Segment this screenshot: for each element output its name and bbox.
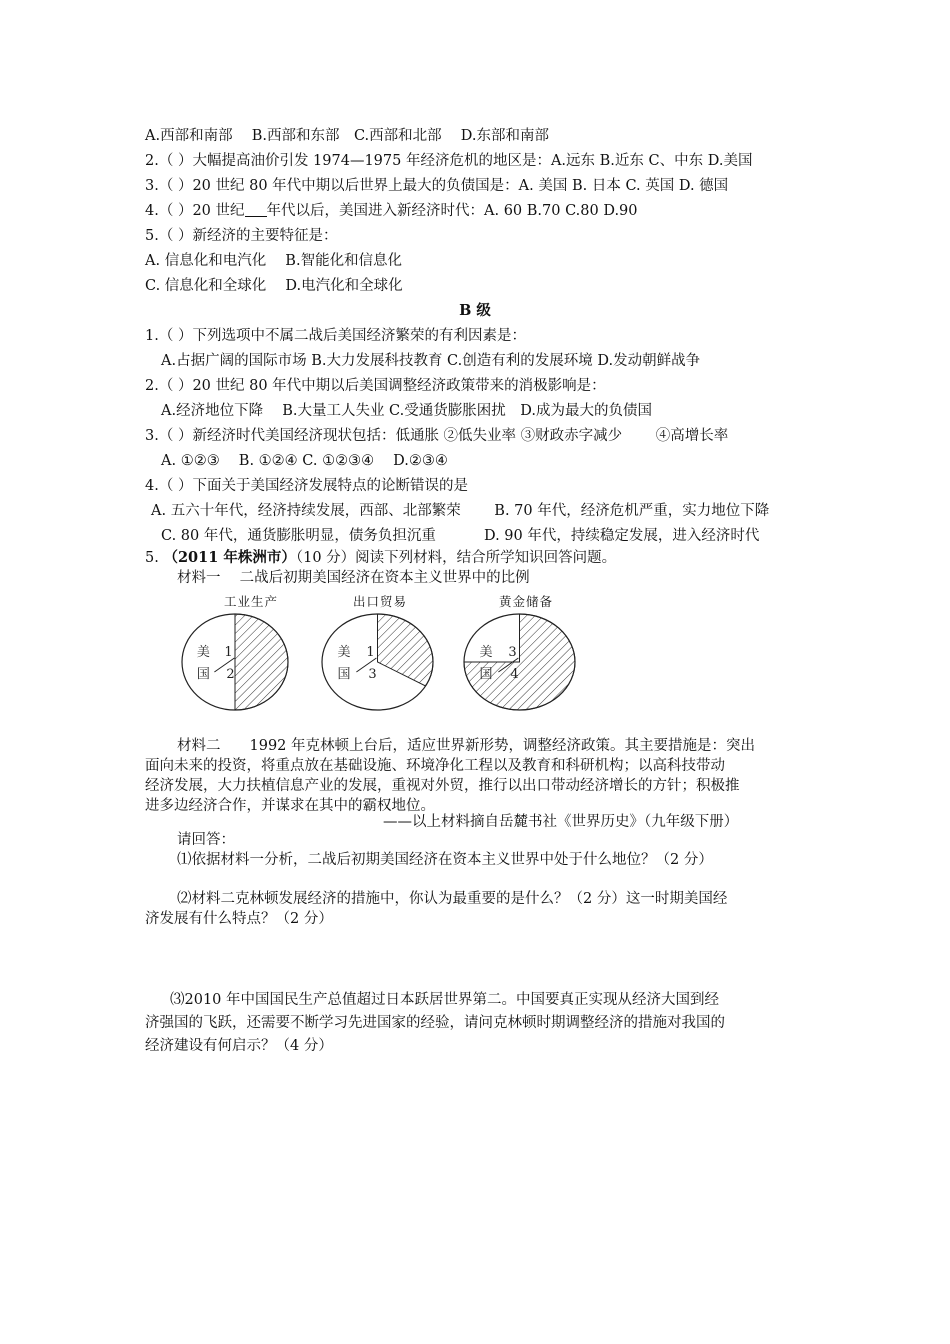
q-b-5 [145,548,616,568]
fill-blank [245,202,267,217]
q-a-5: 5.（ ）新经济的主要特征是： [145,228,338,244]
sub-question-3-line-3: 经济建设有何启示？（4 分） [145,1038,333,1054]
pie-fraction-numerator: 1 [224,645,233,660]
q-b-2-options: A.经济地位下降 B.大量工人失业 C.受通货膨胀困扰 D.成为最大的负债国 [161,403,652,419]
pie-label-country-2: 国 [196,667,210,682]
pie-title-export: 出口贸易 [353,594,408,609]
material-two-line-2: 面向未来的投资，将重点放在基础设施、环境净化工程以及教育和科研机构；以高科技带动 [145,758,725,774]
pie-label-country-2: 国 [479,667,493,682]
q-b-3-options: A. ①②③ B. ①②④ C. ①②③④ D.②③④ [161,453,448,469]
q-a-4-stem: 4.（ ）20 世纪 [145,203,245,219]
sub-question-1: ⑴依据材料一分析，二战后初期美国经济在资本主义世界中处于什么地位？（2 分） [177,852,713,868]
material-source: ——以上材料摘自岳麓书社《世界历史》（九年级下册） [383,814,739,830]
q-b-5-source: （2011 年株洲市） [163,549,296,566]
sub-question-3-line-2: 济强国的飞跃，还需要不断学习先进国家的经验，请问克林顿时期调整经济的措施对我国的 [145,1015,725,1031]
q-a-4-options: 年代以后，美国进入新经济时代：A. 60 B.70 C.80 D.90 [266,203,638,219]
material-two-line-1: 材料二 1992 年克林顿上台后，适应世界新形势，调整经济政策。其主要措施是：突出 [177,738,756,754]
q-b-3: 3.（ ）新经济时代美国经济现状包括：低通胀 ②低失业率 ③财政赤字减少 ④高增长率 [145,428,729,444]
pie-chart-gold [462,612,577,712]
q-a-5-options-1: A. 信息化和电汽化 B.智能化和信息化 [145,253,403,269]
pie-label-country-1: 美 [337,645,351,660]
q-a-3: 3.（ ）20 世纪 80 年代中期以后世界上最大的负债国是：A. 美国 B. 日本 C. 英国 D. 德国 [145,178,729,194]
pie-title-gold: 黄金储备 [499,594,554,609]
q-a5-options: A.西部和南部 B.西部和东部 C.西部和北部 D.东部和南部 [145,128,549,144]
pie-label-country-1: 美 [479,645,493,660]
answer-prompt: 请回答： [177,832,235,848]
pie-label-country-2: 国 [337,667,351,682]
sub-question-2-line-1: ⑵材料二克林顿发展经济的措施中，你认为最重要的是什么？（2 分）这一时期美国经 [177,891,728,907]
material-two-line-3: 经济发展，大力扶植信息产业的发展，重视对外贸，推行以出口带动经济增长的方针；积极推 [145,778,740,794]
q-b-4: 4.（ ）下面关于美国经济发展特点的论断错误的是 [145,478,468,494]
q-b-5-stem: （10 分）阅读下列材料，结合所学知识回答问题。 [295,550,617,566]
material-two-line-4: 进多边经济合作，并谋求在其中的霸权地位。 [145,798,435,814]
q-a-2: 2.（ ）大幅提高油价引发 1974—1975 年经济危机的地区是：A.远东 B.近东 C、中东 D.美国 [145,153,753,169]
sub-question-2-line-2: 济发展有什么特点？（2 分） [145,911,333,927]
pie-slice-us-share [235,614,288,710]
q-b-4-options-1: A. 五六十年代，经济持续发展，西部、北部繁荣 B. 70 年代，经济危机严重，实力地位下降 [151,503,770,519]
material-one-caption: 材料一 二战后初期美国经济在资本主义世界中的比例 [177,570,530,586]
q-b-5-number: 5. [145,550,164,566]
pie-fraction-denominator: 2 [226,667,235,682]
pie-chart-industry [180,612,290,712]
q-b-1: 1.（ ）下列选项中不属二战后美国经济繁荣的有利因素是： [145,328,526,344]
sub-question-3-line-1: ⑶2010 年中国国民生产总值超过日本跃居世界第二。中国要真正实现从经济大国到经 [170,992,720,1008]
pie-slice-us-share [378,614,434,686]
q-b-1-options: A.占据广阔的国际市场 B.大力发展科技教育 C.创造有利的发展环境 D.发动朝鲜战争 [161,353,701,369]
q-b-4-options-2: C. 80 年代，通货膨胀明显，债务负担沉重 D. 90 年代，持续稳定发展，进入经济时代 [161,528,760,544]
section-heading-b: B 级 [459,302,491,319]
pie-title-industry: 工业生产 [224,594,279,609]
q-a-5-options-2: C. 信息化和全球化 D.电汽化和全球化 [145,278,403,294]
pie-fraction-numerator: 3 [508,645,517,660]
pie-fraction-numerator: 1 [366,645,375,660]
q-a-4 [145,201,638,221]
pie-label-country-1: 美 [196,645,210,660]
q-b-2: 2.（ ）20 世纪 80 年代中期以后美国调整经济政策带来的消极影响是： [145,378,606,394]
pie-fraction-denominator: 3 [368,667,377,682]
pie-fraction-denominator: 4 [510,667,519,682]
pie-chart-export [320,612,435,712]
